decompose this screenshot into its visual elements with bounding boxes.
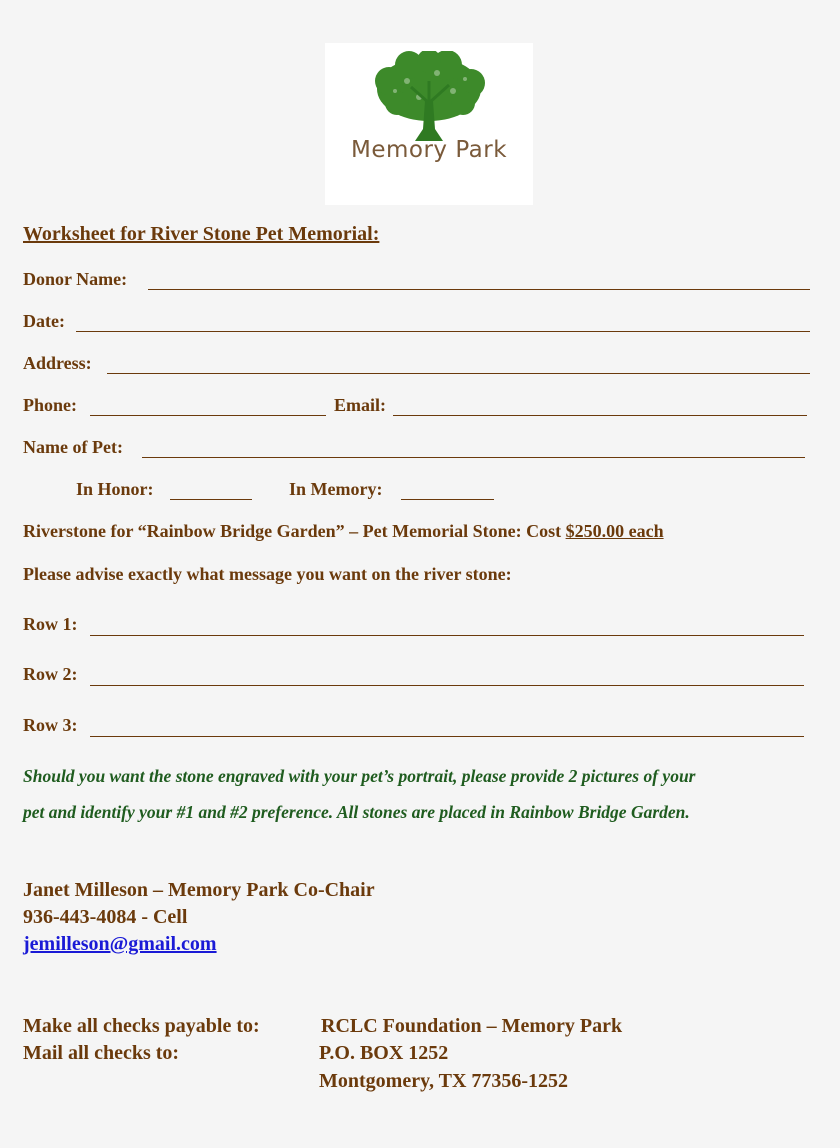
address-field[interactable] xyxy=(107,373,810,374)
row-3-label: Row 3: xyxy=(23,715,78,735)
contact-email-link[interactable]: jemilleson@gmail.com xyxy=(23,933,217,955)
address-label: Address: xyxy=(23,353,92,373)
in-honor-label: In Honor: xyxy=(76,479,154,499)
donor-name-label: Donor Name: xyxy=(23,269,128,289)
row-3-field[interactable] xyxy=(90,736,804,737)
memory-park-logo xyxy=(325,43,533,205)
in-memory-field[interactable] xyxy=(401,499,494,500)
riverstone-cost-line xyxy=(23,521,664,542)
pet-name-field[interactable] xyxy=(142,457,805,458)
row-1-field[interactable] xyxy=(90,635,804,636)
email-field[interactable] xyxy=(393,415,807,416)
logo-text: Memory Park xyxy=(350,137,508,163)
tree-icon xyxy=(367,51,491,143)
portrait-note-line-1: Should you want the stone engraved with your pet’s portrait, please provide 2 pictures of your xyxy=(23,766,696,786)
portrait-note-line-2: pet and identify your #1 and #2 preference. All stones are placed in Rainbow Bridge Garden. xyxy=(23,802,690,822)
advise-text: Please advise exactly what message you want on the river stone: xyxy=(23,564,512,584)
mail-address-line-2: Montgomery, TX 77356-1252 xyxy=(319,1070,569,1092)
email-label: Email: xyxy=(334,395,386,415)
in-honor-field[interactable] xyxy=(170,499,252,500)
riverstone-text: Riverstone for “Rainbow Bridge Garden” – Pet Memorial Stone: Cost xyxy=(23,521,566,541)
contact-phone: 936-443-4084 - Cell xyxy=(23,906,188,928)
cost-value: $250.00 each xyxy=(565,521,664,541)
mail-address-line-1: P.O. BOX 1252 xyxy=(319,1042,449,1064)
contact-name: Janet Milleson – Memory Park Co-Chair xyxy=(23,879,375,901)
row-2-label: Row 2: xyxy=(23,664,78,684)
page-title: Worksheet for River Stone Pet Memorial: xyxy=(23,223,380,245)
donor-name-field[interactable] xyxy=(148,289,810,290)
row-1-label: Row 1: xyxy=(23,614,78,634)
in-memory-label: In Memory: xyxy=(289,479,383,499)
pet-name-label: Name of Pet: xyxy=(23,437,123,457)
phone-label: Phone: xyxy=(23,395,77,415)
mail-label: Mail all checks to: xyxy=(23,1042,180,1064)
date-field[interactable] xyxy=(76,331,810,332)
payable-value: RCLC Foundation – Memory Park xyxy=(321,1015,623,1037)
payable-label: Make all checks payable to: xyxy=(23,1015,260,1037)
date-label: Date: xyxy=(23,311,65,331)
row-2-field[interactable] xyxy=(90,685,804,686)
phone-field[interactable] xyxy=(90,415,326,416)
